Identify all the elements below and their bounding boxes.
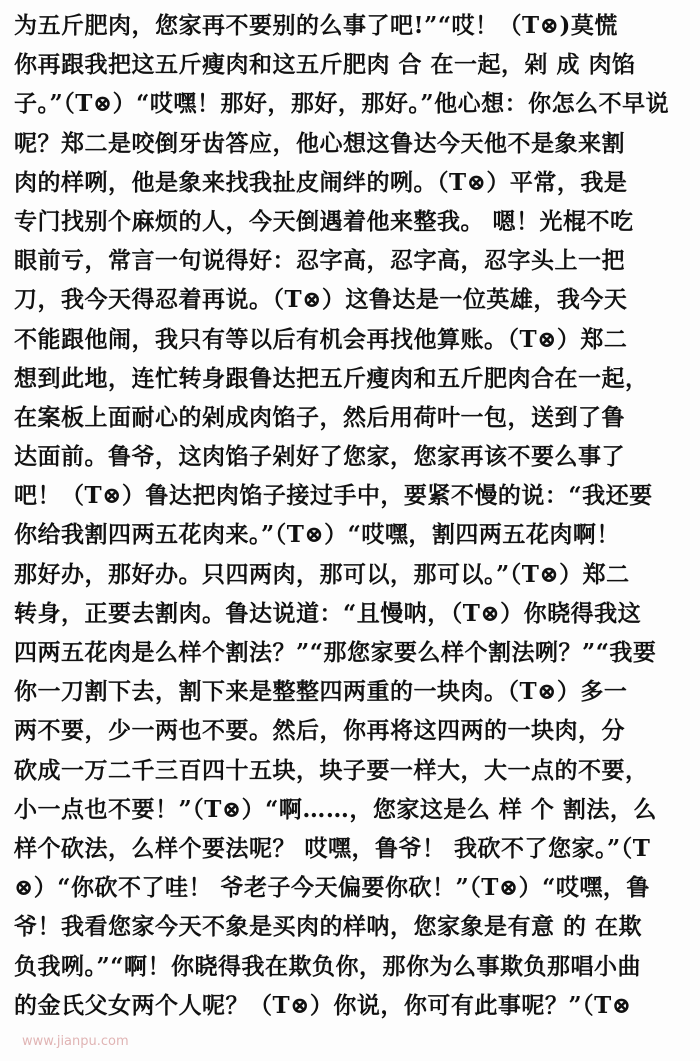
text-line: 爷！我看您家今天不象是买肉的样呐，您家象是有意 的 在欺: [14, 913, 643, 941]
text-line: 砍成一万二千三百四十五块，块子要一样大，大一点的不要，: [14, 756, 649, 784]
text-body: [0, 6, 700, 1025]
text-line: 子。”（T⊗）“哎嘿！那好，那好，那好。”他心想：你怎么不早说: [14, 90, 670, 118]
text-line: 想到此地，连忙转身跟鲁达把五斤瘦肉和五斤肥肉合在一起，: [14, 364, 649, 392]
text-line: 呢？郑二是咬倒牙齿答应，他心想这鲁达今天他不是象来割: [14, 129, 625, 157]
text-line: 在案板上面耐心的剁成肉馅子，然后用荷叶一包，送到了鲁: [14, 403, 625, 431]
watermark: www.jianpu.com: [22, 1034, 129, 1049]
text-line: 肉的样咧，他是象来找我扯皮闹绊的咧。（T⊗）平常，我是: [14, 168, 628, 196]
text-line: ⊗）“你砍不了哇！ 爷老子今天偏要你砍！”（T⊗）“哎嘿，鲁: [14, 874, 650, 902]
text-line: 小一点也不要！”（T⊗）“啊……，您家这是么 样 个 割法，么: [14, 795, 657, 823]
text-line: 专门找别个麻烦的人，今天倒遇着他来整我。 嗯！光棍不吃: [14, 207, 634, 235]
text-line: 眼前亏，常言一句说得好：忍字高，忍字高，忍字头上一把: [14, 247, 625, 275]
text-line: 吧！（T⊗）鲁达把肉馅子接过手中，要紧不慢的说：“我还要: [14, 482, 653, 510]
text-line: 你给我割四两五花肉来。”（T⊗）“哎嘿，割四两五花肉啊！: [14, 521, 620, 549]
text-line: 负我咧。”“啊！你晓得我在欺负你，那你为么事欺负那唱小曲: [14, 952, 641, 980]
text-line: 两不要，少一两也不要。然后，你再将这四两的一块肉，分: [14, 717, 625, 745]
text-line: 样个砍法，么样个要法呢？ 哎嘿，鲁爷！ 我砍不了您家。”（T: [14, 834, 651, 862]
text-line: 为五斤肥肉，您家再不要别的么事了吧!”“哎！（T⊗)莫慌: [14, 12, 618, 39]
text-line: 四两五花肉是么样个割法？”“那您家要么样个割法咧？”“我要: [14, 639, 657, 666]
text-line: 不能跟他闹，我只有等以后有机会再找他算账。（T⊗）郑二: [14, 325, 628, 353]
text-line: 你再跟我把这五斤瘦肉和这五斤肥肉 合 在一起，剁 成 肉馅: [14, 51, 636, 79]
text-line: 的金氏父女两个人呢？（T⊗）你说，你可有此事呢？”（T⊗: [14, 991, 632, 1019]
text-line: 那好办，那好办。只四两肉，那可以，那可以。”（T⊗）郑二: [14, 560, 630, 588]
text-line: 转身，正要去割肉。鲁达说道：“且慢呐，（T⊗）你晓得我这: [14, 599, 642, 627]
text-line: 达面前。鲁爷，这肉馅子剁好了您家，您家再该不要么事了: [14, 443, 625, 471]
text-line: 刀，我今天得忍着再说。（T⊗）这鲁达是一位英雄，我今天: [14, 286, 628, 314]
text-line: 你一刀割下去，割下来是整整四两重的一块肉。（T⊗）多一: [14, 678, 628, 706]
